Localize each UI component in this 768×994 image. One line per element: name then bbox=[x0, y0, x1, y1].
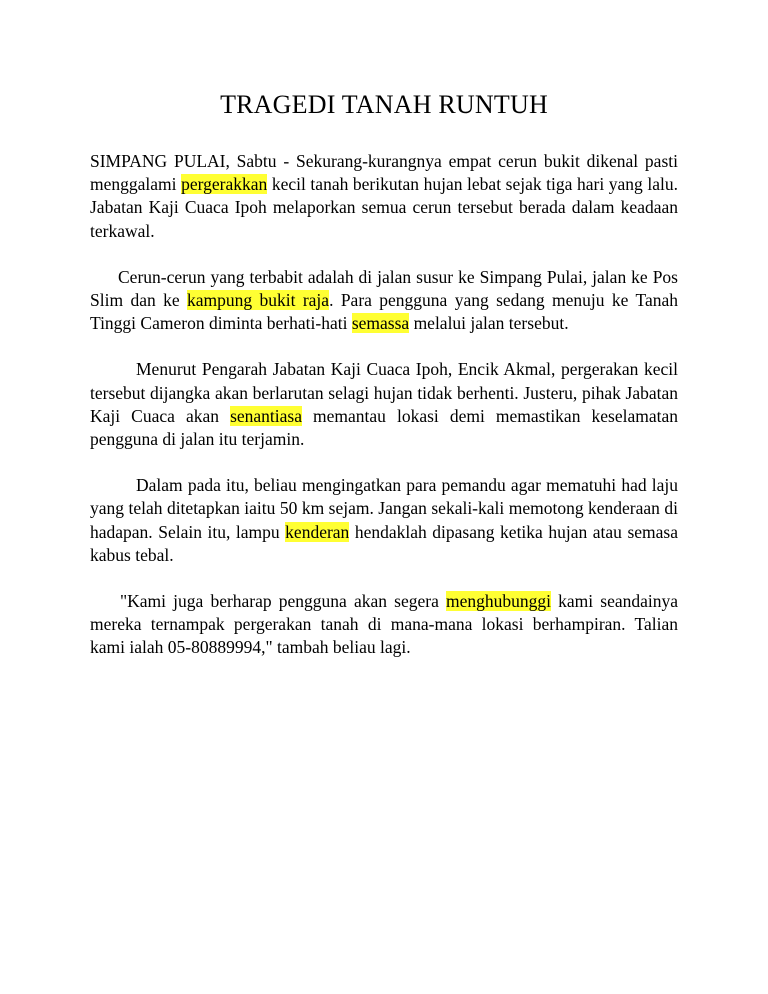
highlighted-word: semassa bbox=[351, 313, 410, 334]
paragraph-2-text-b: . Para pengguna yang sedang menuju ke Tanah Tinggi Cameron diminta berhati-hati bbox=[90, 290, 678, 334]
paragraph-1-text-b: kecil tanah berikutan hujan lebat sejak tiga hari yang lalu. Jabatan Kaji Cuaca Ipoh melaporkan semua cerun tersebut berada dalam keadaan terkawal. bbox=[90, 174, 678, 241]
paragraph-1-text-a: SIMPANG PULAI, Sabtu - Sekurang-kurangnya empat cerun bukit dikenal pasti menggalami bbox=[90, 151, 678, 195]
paragraph-3 bbox=[90, 358, 678, 451]
document-page bbox=[90, 88, 678, 683]
paragraph-2 bbox=[90, 266, 678, 336]
highlighted-word: menghubunggi bbox=[445, 591, 551, 612]
paragraph-4-text-b: hendaklah dipasang ketika hujan atau semasa kabus tebal. bbox=[90, 521, 678, 565]
paragraph-3-text-b: memantau lokasi demi memastikan keselamatan pengguna di jalan itu terjamin. bbox=[90, 405, 678, 450]
highlighted-phrase: kampung bukit raja bbox=[186, 290, 330, 311]
paragraph-1 bbox=[90, 150, 678, 243]
paragraph-4 bbox=[90, 474, 678, 567]
paragraph-2-text-c: melalui jalan tersebut. bbox=[409, 313, 569, 334]
paragraph-3-text-a: Menurut Pengarah Jabatan Kaji Cuaca Ipoh, Encik Akmal, pergerakan kecil tersebut dijangka akan berlarutan selagi hujan tidak berhenti. Justeru, pihak Jabatan Kaji Cuaca akan bbox=[90, 359, 678, 426]
paragraph-5 bbox=[90, 590, 678, 660]
highlighted-word: pergerakkan bbox=[181, 174, 268, 195]
paragraph-5-text-a: "Kami juga berharap pengguna akan segera bbox=[120, 591, 446, 612]
paragraph-5-text-b: kami seandainya mereka ternampak pergerakan tanah di mana-mana lokasi berhampiran. Talian kami ialah 05-80889994," tambah beliau lagi. bbox=[90, 591, 679, 658]
highlighted-word: senantiasa bbox=[230, 405, 302, 426]
document-title: TRAGEDI TANAH RUNTUH bbox=[220, 90, 548, 119]
paragraph-4-text-a: Dalam pada itu, beliau mengingatkan para pemandu agar mematuhi had laju yang telah ditetapkan iaitu 50 km sejam. Jangan sekali-kali memotong kenderaan di hadapan. Selain itu, lampu bbox=[90, 475, 678, 542]
highlighted-word: kenderan bbox=[285, 521, 350, 542]
paragraph-2-text-a: Cerun-cerun yang terbabit adalah di jalan susur ke Simpang Pulai, jalan ke Pos Slim dan ke bbox=[90, 266, 678, 311]
